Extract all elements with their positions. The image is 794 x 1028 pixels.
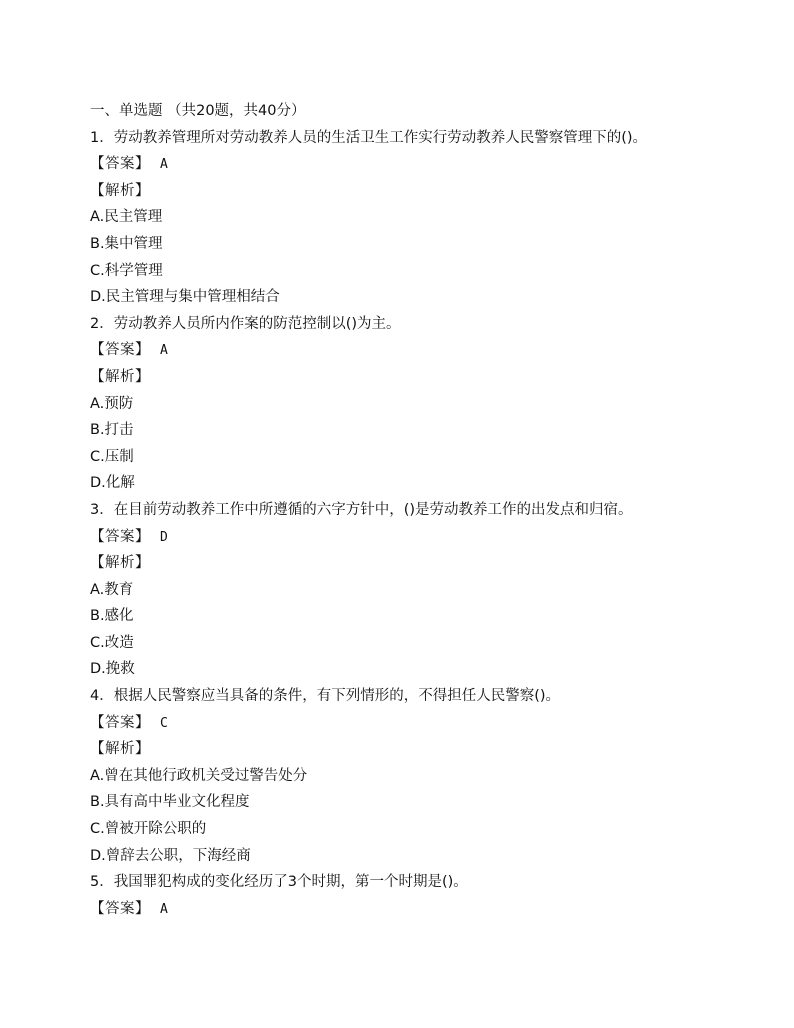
answer-label: 【答案】 [90,900,150,917]
document-page [90,98,770,922]
option-c: C.曾被开除公职的 [90,821,207,838]
option-b: B.打击 [90,422,134,439]
section-meta: （共20题，共40分） [167,103,306,119]
option-c: C.科学管理 [90,262,163,279]
answer-line [90,710,770,737]
question-stem: 3．在目前劳动教养工作中所遵循的六字方针中，()是劳动教养工作的出发点和归宿。 [90,501,633,518]
answer-label: 【答案】 [90,342,150,359]
section-heading [90,98,770,125]
analysis-label: 【解析】 [90,741,150,758]
option-a: A.曾在其他行政机关受过警告处分 [90,767,308,784]
option-d: D.民主管理与集中管理相结合 [90,289,280,306]
option-b: B.感化 [90,608,134,625]
option-a: A.教育 [90,581,134,598]
option-c: C.改造 [90,634,134,651]
answer-label: 【答案】 [90,528,150,545]
option-d: D.曾辞去公职，下海经商 [90,847,251,864]
question-stem: 5．我国罪犯构成的变化经历了3个时期，第一个时期是()。 [90,874,468,891]
question-stem: 2．劳动教养人员所内作案的防范控制以()为主。 [90,315,401,332]
answer-value: A [160,343,168,359]
answer-value: A [160,901,168,917]
option-a: A.预防 [90,395,134,412]
option-c: C.压制 [90,448,134,465]
question-stem: 1．劳动教养管理所对劳动教养人员的生活卫生工作实行劳动教养人民警察管理下的()。 [90,129,648,146]
option-d: D.化解 [90,475,135,492]
analysis-label: 【解析】 [90,182,150,199]
answer-value: C [160,715,168,731]
answer-value: D [160,529,168,545]
option-b: B.具有高中毕业文化程度 [90,794,250,811]
answer-value: A [160,157,168,173]
option-d: D.挽救 [90,661,135,678]
option-b: B.集中管理 [90,235,163,252]
answer-line [90,524,770,551]
answer-line [90,151,770,178]
analysis-label: 【解析】 [90,368,150,385]
answer-label: 【答案】 [90,156,150,173]
answer-line [90,896,770,923]
section-title: 一、单选题 [90,103,163,119]
analysis-label: 【解析】 [90,555,150,572]
answer-line [90,337,770,364]
answer-label: 【答案】 [90,714,150,731]
question-stem: 4．根据人民警察应当具备的条件，有下列情形的，不得担任人民警察()。 [90,688,561,705]
option-a: A.民主管理 [90,209,163,226]
